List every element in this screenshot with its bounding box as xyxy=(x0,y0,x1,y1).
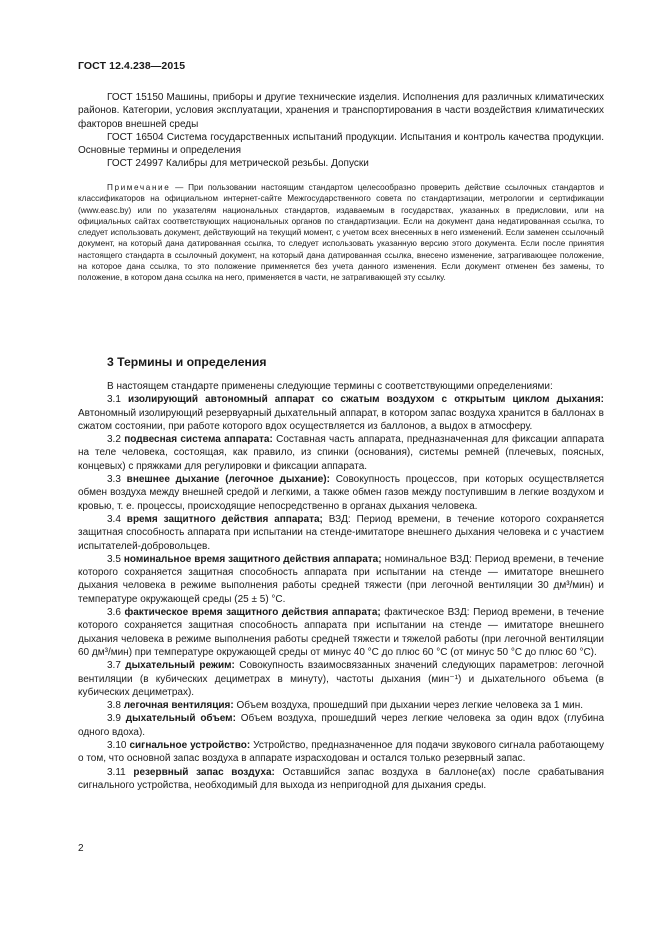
term-definition: номинальное ВЗД: Период времени, в течение которого сохраняется защитная способность аппарата при испытании на стенде — имитаторе внешнего дыхания человека в режиме выполнения работы средней тяжести (при легочной вентиляции 30 дм³/мин) и температуре окружающей среды (25 ± 5) °С. xyxy=(78,553,604,605)
term-number: 3.9 xyxy=(107,713,121,725)
term-name: резервный запас воздуха: xyxy=(133,766,275,778)
term-number: 3.7 xyxy=(107,660,121,672)
note-text: — При пользовании настоящим стандартом целесообразно проверить действие ссылочных стандартов и классификаторов на официальном интернет-сайте Межгосударственного совета по стандартизации, метрологии и сертификации (www.easc.by) или по указателям национальных стандартов, издаваемым в государствах, указанных в предисловии, или на официальных сайтах соответствующих национальных органов по стандартизации. Если на документ дана недатированная ссылка, то следует использовать документ, действующий на текущий момент, с учетом всех внесенных в него изменений. Если заменен ссылочный документ, на который дана датированная ссылка, то следует использовать указанную версию этого документа. Если после принятия настоящего стандарта в ссылочный документ, на который дана датированная ссылка, внесено изменение, затрагивающее положение, на которое дана ссылка, то это положение применяется без учета данного изменения. Если документ отменен без замены, то положение, в котором дана ссылка на него, применяется в части, не затрагивающей эту ссылку. xyxy=(78,183,604,283)
term-definition: Совокупность взаимосвязанных значений следующих параметров: легочной вентиляции (в кубических дециметрах в минуту), частоты дыхания (мин⁻¹) и дыхательного объема (в кубических дециметрах). xyxy=(78,660,604,698)
term-entry xyxy=(78,712,604,739)
terms-block xyxy=(78,380,604,792)
term-number: 3.2 xyxy=(107,434,121,446)
term-name: фактическое время защитного действия аппарата; xyxy=(124,607,381,619)
term-name: изолирующий автономный аппарат со сжатым воздухом с открытым циклом дыхания: xyxy=(128,394,604,406)
term-number: 3.8 xyxy=(107,700,121,712)
reference-code: ГОСТ 24997 xyxy=(107,158,164,170)
term-number: 3.1 xyxy=(107,394,121,406)
term-entry xyxy=(78,473,604,513)
term-definition: Устройство, предназначенное для подачи звукового сигнала работающему о том, что основной запас воздуха в аппарате израсходован и остался только резервный запас. xyxy=(78,740,605,765)
term-number: 3.5 xyxy=(107,553,121,565)
section-heading-block xyxy=(78,355,604,369)
section-intro: В настоящем стандарте применены следующие термины с соответствующими определениями: xyxy=(107,381,553,392)
reference-title: Система государственных испытаний продукции. Испытания и контроль качества продукции. Основные термины и определения xyxy=(78,131,604,157)
term-definition: Автономный изолирующий резервуарный дыхательный аппарат, в котором запас воздуха хранится в баллонах в сжатом состоянии, при работе которого вдох осуществляется из баллонов, а выдох в атмосферу. xyxy=(78,407,604,432)
term-name: дыхательный режим: xyxy=(125,660,235,672)
reference-code: ГОСТ 15150 xyxy=(107,92,164,103)
term-name: дыхательный объем: xyxy=(125,713,236,725)
term-number: 3.10 xyxy=(107,740,127,752)
note-label: Примечание xyxy=(107,183,171,192)
note-paragraph xyxy=(78,182,604,284)
reference-code: ГОСТ 16504 xyxy=(107,131,164,143)
term-name: легочная вентиляция: xyxy=(123,700,234,712)
term-definition: ВЗД: Период времени, в течение которого сохраняется защитная способность аппарата при испытании на стенде-имитаторе внешнего дыхания человека и с участием испытателей-добровольцев. xyxy=(78,513,604,552)
term-entry xyxy=(78,766,604,793)
term-name: время защитного действия аппарата; xyxy=(126,513,323,525)
term-name: внешнее дыхание (легочное дыхание): xyxy=(126,474,330,486)
term-entry xyxy=(78,433,604,473)
term-definition: Объем воздуха, прошедший при дыхании через легкие человека за 1 мин. xyxy=(236,700,584,712)
term-name: подвесная система аппарата: xyxy=(124,434,273,446)
term-definition: Совокупность процессов, при которых осуществляется обмен воздуха между внешней средой и легкими, а также обмен газов между поступившим в легкие воздухом и кровью, т. е. процессы, происходящие непосредственно в органах дыхания человека. xyxy=(78,474,604,512)
term-entry xyxy=(78,739,604,766)
term-entry xyxy=(78,513,604,553)
term-name: сигнальное устройство: xyxy=(129,740,251,752)
note-block xyxy=(78,182,604,284)
references-list xyxy=(78,91,604,171)
term-definition: Оставшийся запас воздуха в баллоне(ах) после срабатывания сигнального устройства, необходимый для выхода из непригодной для дыхания среды. xyxy=(78,766,605,791)
term-entry xyxy=(78,393,604,433)
term-entry xyxy=(78,659,604,699)
term-number: 3.6 xyxy=(107,607,121,619)
reference-item xyxy=(78,131,604,158)
reference-item xyxy=(78,157,604,170)
term-name: номинальное время защитного действия аппарата; xyxy=(123,553,382,565)
term-entry xyxy=(78,606,604,659)
term-number: 3.4 xyxy=(107,513,121,525)
term-entry xyxy=(78,553,604,606)
document-header: ГОСТ 12.4.238—2015 xyxy=(78,60,186,72)
reference-title: Калибры для метрической резьбы. Допуски xyxy=(166,158,369,170)
term-definition: Составная часть аппарата, предназначенная для фиксации аппарата на теле человека, состоящая, как правило, из спинки (основания), системы ремней (плечевых, поясных, концевых) с пряжками для регулировки и фиксации аппарата. xyxy=(78,434,605,472)
term-definition: фактическое ВЗД: Период времени, в течение которого сохраняется защитная способность аппарата при испытании на стенде — имитаторе внешнего дыхания человека в режиме выполнения работы средней тяжести и тяжелой работы (при легочной вентиляции 60 дм³/мин) при температуре окружающей среды от минус 40 °С до плюс 60 °С (от минус 50 °С до плюс 60 °С). xyxy=(78,607,605,658)
reference-title: Машины, приборы и другие технические изделия. Исполнения для различных климатических районов. Категории, условия эксплуатации, хранения и транспортирования в части воздействия климатических факторов внешней среды xyxy=(78,92,605,130)
section-title: 3 Термины и определения xyxy=(107,355,267,369)
term-definition: Объем воздуха, прошедший через легкие человека за один вдох (глубина одного вдоха). xyxy=(78,713,605,738)
term-number: 3.3 xyxy=(107,474,121,486)
term-entry xyxy=(78,699,604,712)
page-number: 2 xyxy=(78,843,84,854)
reference-item xyxy=(78,91,604,131)
term-number: 3.11 xyxy=(107,766,126,778)
